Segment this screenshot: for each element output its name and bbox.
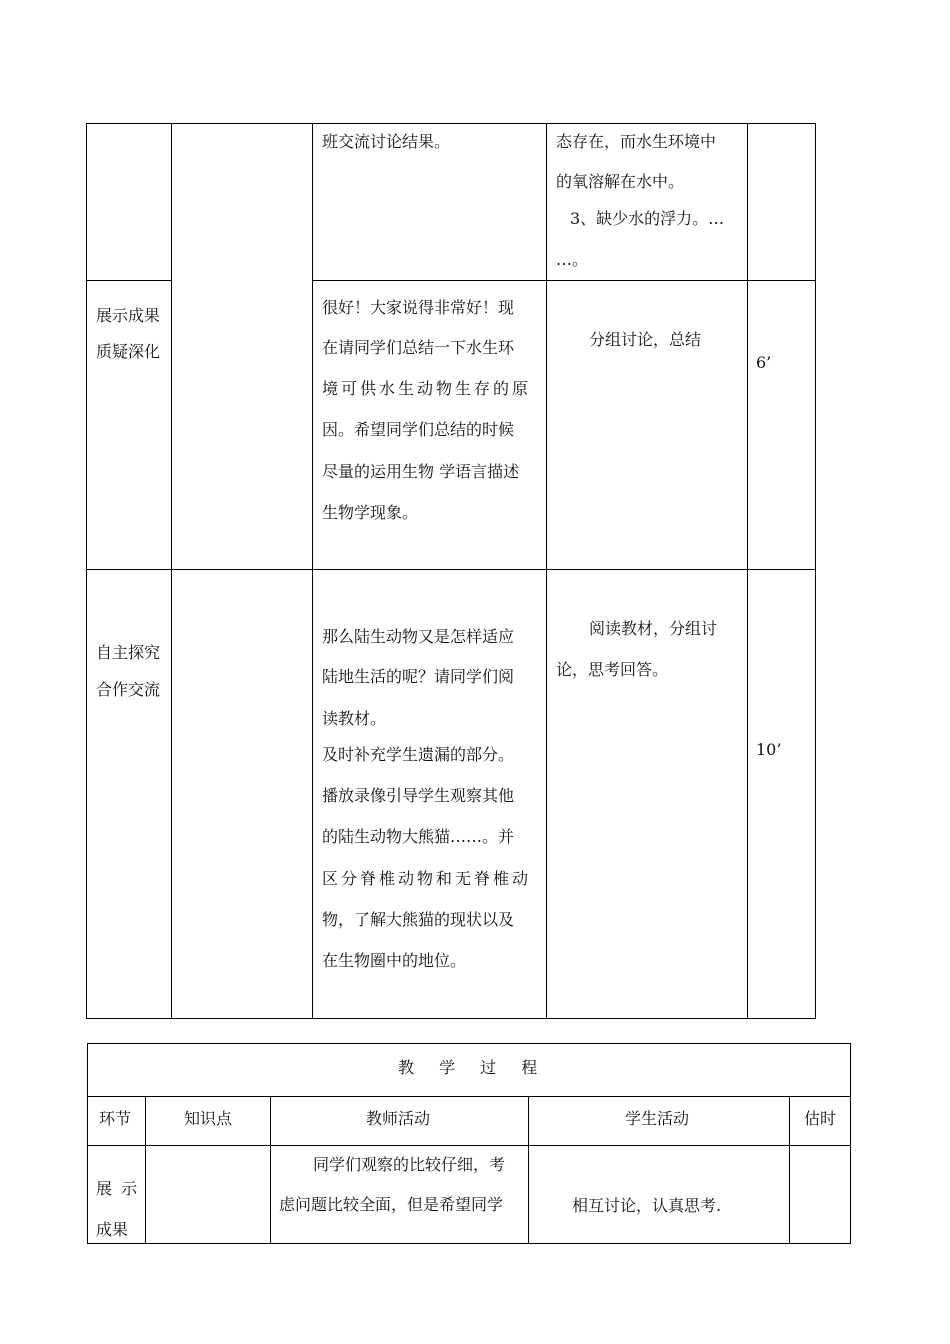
table1-bottom-border: [86, 1018, 816, 1019]
table1-col-line-3: [546, 123, 547, 1019]
t1-r1-student-line-1: 的氧溶解在水中。: [556, 172, 685, 191]
table2-title-bottom: [87, 1096, 851, 1097]
t1-r3-teacher-line-5: 的陆生动物大熊猫……。并: [322, 827, 515, 846]
t1-r2-teacher-line-5: 生物学现象。: [322, 503, 419, 522]
table2-col-line-4: [789, 1096, 790, 1244]
t1-r1-teacher-line-0: 班交流讨论结果。: [322, 132, 451, 151]
table1-col-line-2: [312, 123, 313, 1019]
table1-row2-bottom: [86, 569, 816, 570]
table1-top-border: [86, 123, 816, 124]
t1-r2-teacher-line-4: 尽量的运用生物 学语言描述: [322, 462, 520, 481]
table1-row1-bottom-left: [86, 280, 172, 281]
table2-header-stage: 环节: [99, 1109, 132, 1128]
table1-col-line-1: [171, 123, 172, 1019]
t2-r1-teacher-line-1: 虑问题比较全面，但是希望同学: [279, 1195, 504, 1214]
t1-r1-student-line-3: …。: [556, 250, 589, 269]
t1-r2-student-line-0: 分组讨论，总结: [589, 330, 702, 349]
table2-bottom-border: [87, 1243, 851, 1244]
t1-r3-teacher-line-2: 读教材。: [322, 709, 387, 728]
table2-top-border: [87, 1043, 851, 1044]
table1-col-line-4: [747, 123, 748, 1019]
t1-r2-teacher-line-1: 在请同学们总结一下水生环: [322, 338, 515, 357]
t1-r3-teacher-line-4: 播放录像引导学生观察其他: [322, 786, 515, 805]
t1-r3-teacher-line-3: 及时补充学生遗漏的部分。: [322, 745, 515, 764]
t1-r1-student-line-2: 3、缺少水的浮力。…: [570, 209, 725, 228]
table1-col-line-5: [815, 123, 816, 1019]
t1-r3-teacher-line-8: 在生物圈中的地位。: [322, 951, 467, 970]
table2-header-time: 估时: [804, 1109, 837, 1128]
t1-r2-stage-line-1: 质疑深化: [96, 342, 161, 361]
t1-r3-teacher-line-7: 物，了解大熊猫的现状以及: [322, 910, 515, 929]
t1-r3-stage-line-0: 自主探究: [96, 643, 161, 662]
t1-r2-teacher-line-2: 境可供水生动物生存的原: [322, 379, 532, 398]
table2-left-border: [87, 1043, 88, 1244]
table1-col-line-0: [86, 123, 87, 1019]
t1-r2-time: 6’: [756, 353, 772, 372]
table2-header-student: 学生活动: [625, 1109, 690, 1128]
table2-header-knowledge: 知识点: [184, 1109, 233, 1128]
t1-r3-stage-line-1: 合作交流: [96, 680, 161, 699]
t1-r3-teacher-line-1: 陆地生活的呢？请同学们阅: [322, 667, 515, 686]
table1-row1-bottom-right: [312, 280, 816, 281]
t1-r2-stage-line-0: 展示成果: [96, 306, 161, 325]
t1-r3-time: 10’: [756, 740, 782, 759]
table2-col-line-1: [145, 1096, 146, 1244]
table2-header-bottom: [87, 1145, 851, 1146]
t2-r1-teacher-line-0: 同学们观察的比较仔细，考: [313, 1155, 506, 1174]
t1-r2-teacher-line-0: 很好！大家说得非常好！现: [322, 298, 515, 317]
t1-r3-teacher-line-0: 那么陆生动物又是怎样适应: [322, 627, 515, 646]
t2-r1-student-line-0: 相互讨论，认真思考.: [572, 1196, 722, 1215]
t1-r1-student-line-0: 态存在，而水生环境中: [556, 132, 717, 151]
table2-title: 教 学 过 程: [398, 1058, 548, 1077]
table2-col-line-2: [270, 1096, 271, 1244]
table2-right-border: [850, 1043, 851, 1244]
t1-r3-student-line-0: 阅读教材，分组讨: [589, 619, 718, 638]
t2-r1-stage-line-0: 展 示: [96, 1179, 140, 1198]
t1-r3-student-line-1: 论，思考回答。: [556, 660, 669, 679]
table2-col-line-3: [528, 1096, 529, 1244]
t1-r2-teacher-line-3: 因。希望同学们总结的时候: [322, 420, 515, 439]
table2-header-teacher: 教师活动: [366, 1109, 431, 1128]
t1-r3-teacher-line-6: 区分脊椎动物和无脊椎动: [322, 869, 532, 888]
t2-r1-stage-line-1: 成果: [96, 1220, 129, 1239]
